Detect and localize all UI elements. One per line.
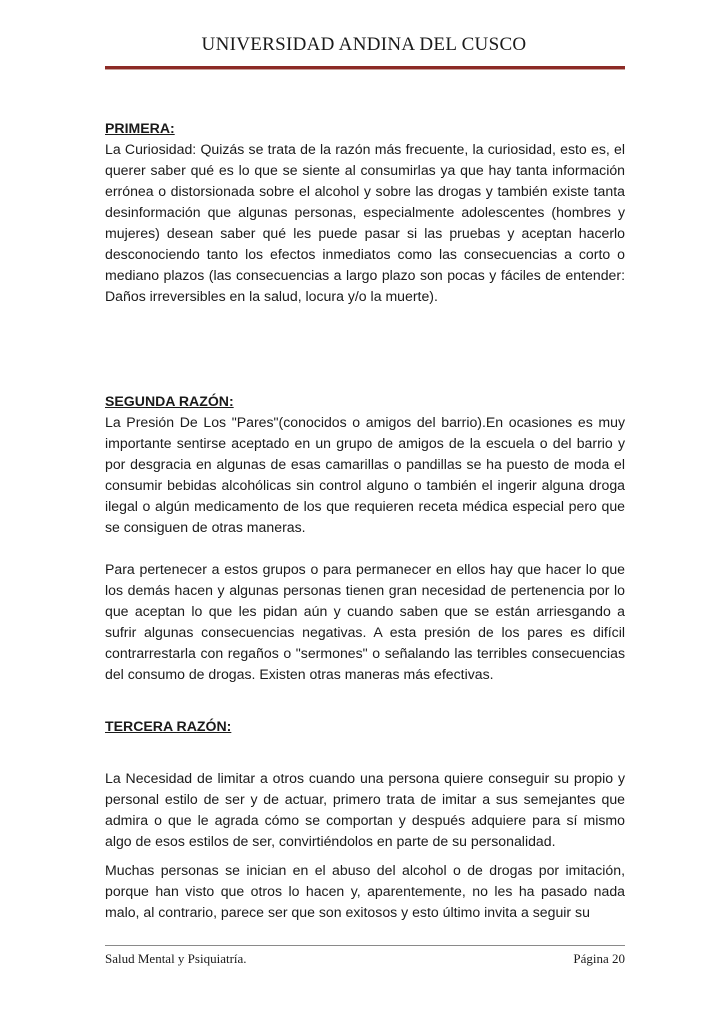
paragraph-presion-pares: La Presión De Los "Pares"(conocidos o amigos del barrio).En ocasiones es muy importante sentirse aceptado en un grupo de amigos de la escuela o del barrio y por desgracia en algunas de esas camarillas o pandillas se ha puesto de moda el consumir bebidas alcohólicas sin control alguno o también el ingerir alguna droga ilegal o algún medicamento de los que requieren receta médica especial pero que se consiguen de otras maneras. (105, 414, 625, 535)
section-heading-primera: PRIMERA: (105, 120, 175, 136)
header-divider (105, 66, 625, 70)
footer-course-name: Salud Mental y Psiquiatría. (105, 951, 247, 966)
paragraph-pertenencia: Para pertenecer a estos grupos o para permanecer en ellos hay que hacer lo que los demás hacen y algunas personas tienen gran necesidad de pertenencia por lo que aceptan lo que les pidan aún y cuando saben que se están arriesgando a sufrir algunas consecuencias negativas. A esta presión de los pares es difícil contrarrestarla con regaños o "sermones" o señalando las terribles consecuencias del consumo de drogas. Existen otras maneras más efectivas. (105, 561, 625, 682)
paragraph-curiosidad: La Curiosidad: Quizás se trata de la razón más frecuente, la curiosidad, esto es, el querer saber qué es lo que se siente al consumirlas ya que hay tanta información errónea o distorsionada sobre el alcohol y sobre las drogas y también existe tanta desinformación que algunas personas, especialmente adolescentes (hombres y mujeres) desean saber qué les puede pasar si las pruebas y aceptan hacerlo desconociendo tanto los efectos inmediatos como las consecuencias a corto o mediano plazos (las consecuencias a largo plazo son pocas y fáciles de entender: Daños irreversibles en la salud, locura y/o la muerte). (105, 141, 625, 304)
document-body (105, 118, 625, 923)
footer-divider (105, 945, 625, 946)
footer-page-number: Página 20 (573, 951, 625, 966)
section-heading-tercera: TERCERA RAZÓN: (105, 718, 232, 734)
section-heading-segunda: SEGUNDA RAZÓN: (105, 393, 234, 409)
paragraph-imitacion: Muchas personas se inician en el abuso del alcohol o de drogas por imitación, porque han visto que otros lo hacen y, aparentemente, no les ha pasado nada malo, al contrario, parece ser que son exitosos y esto último invita a seguir su (105, 862, 625, 920)
paragraph-imitar: La Necesidad de limitar a otros cuando una persona quiere conseguir su propio y personal estilo de ser y de actuar, primero trata de imitar a sus semejantes que admira o que le agrada cómo se comportan y después adquiere para sí mismo algo de esos estilos de ser, convirtiéndolos en parte de su personalidad. (105, 770, 625, 849)
page-header-title: UNIVERSIDAD ANDINA DEL CUSCO (201, 34, 527, 55)
